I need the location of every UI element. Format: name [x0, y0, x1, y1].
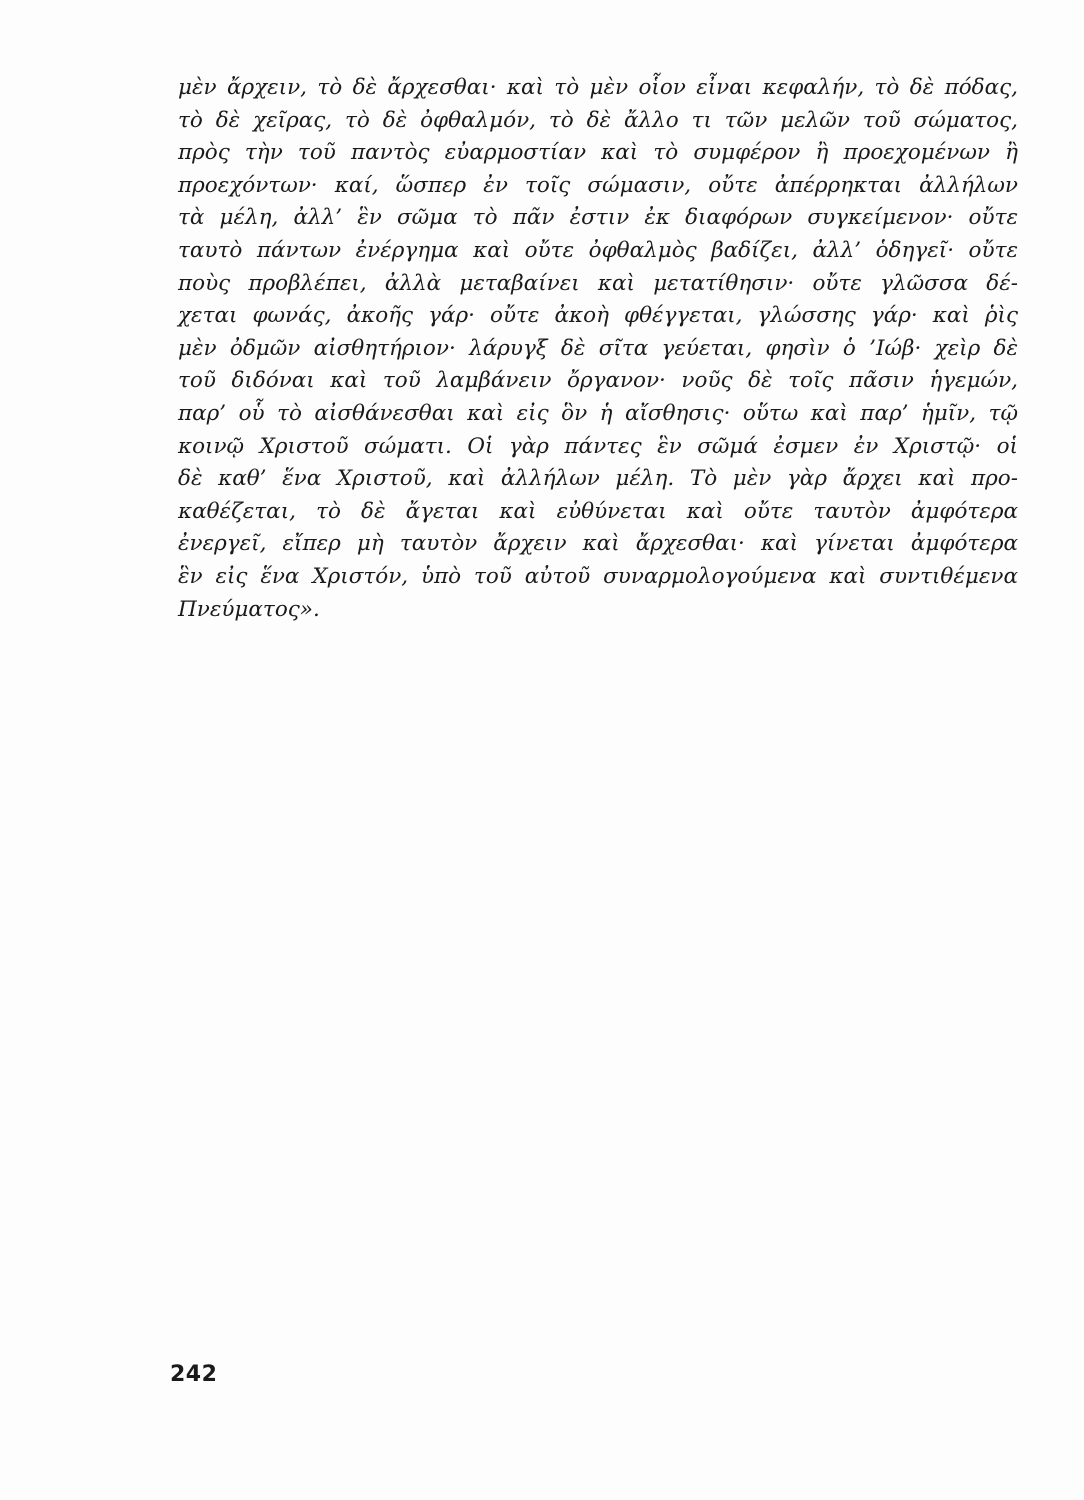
text-line: καθέζεται, τὸ δὲ ἄγεται καὶ εὐθύνεται καὶ οὔτε ταυτὸν ἀμφότερα	[178, 498, 1018, 524]
text-line: τὸ δὲ χεῖρας, τὸ δὲ ὀφθαλμόν, τὸ δὲ ἄλλο τι τῶν μελῶν τοῦ σώματος,	[178, 107, 1018, 133]
text-line: Πνεύματος».	[178, 596, 320, 622]
text-line: παρ’ οὗ τὸ αἰσθάνεσθαι καὶ εἰς ὃν ἡ αἴσθησις· οὕτω καὶ παρ’ ἡμῖν, τῷ	[178, 400, 1018, 426]
text-line: ταυτὸ πάντων ἐνέργημα καὶ οὔτε ὀφθαλμὸς βαδίζει, ἀλλ’ ὁδηγεῖ· οὔτε	[178, 237, 1018, 263]
text-line: ποὺς προβλέπει, ἀλλὰ μεταβαίνει καὶ μετατίθησιν· οὔτε γλῶσσα δέ-	[178, 270, 1018, 296]
text-line: ἐνεργεῖ, εἴπερ μὴ ταυτὸν ἄρχειν καὶ ἄρχεσθαι· καὶ γίνεται ἀμφότερα	[178, 531, 1018, 557]
body-text	[178, 72, 1018, 626]
text-line: δὲ καθ’ ἕνα Χριστοῦ, καὶ ἀλλήλων μέλη. Τὸ μὲν γὰρ ἄρχει καὶ προ-	[178, 466, 1018, 492]
text-line: προεχόντων· καί, ὥσπερ ἐν τοῖς σώμασιν, οὔτε ἀπέρρηκται ἀλλήλων	[178, 172, 1018, 198]
text-line: μὲν ἄρχειν, τὸ δὲ ἄρχεσθαι· καὶ τὸ μὲν οἷον εἶναι κεφαλήν, τὸ δὲ πόδας,	[178, 75, 1018, 100]
page-number: 242	[170, 1362, 218, 1387]
text-line: ἓν εἰς ἕνα Χριστόν, ὑπὸ τοῦ αὐτοῦ συναρμολογούμενα καὶ συντιθέμενα	[178, 563, 1018, 589]
text-line: τοῦ διδόναι καὶ τοῦ λαμβάνειν ὄργανον· νοῦς δὲ τοῖς πᾶσιν ἡγεμών,	[178, 368, 1018, 394]
text-line: τὰ μέλη, ἀλλ’ ἓν σῶμα τὸ πᾶν ἐστιν ἐκ διαφόρων συγκείμενον· οὔτε	[178, 205, 1018, 231]
text-line: πρὸς τὴν τοῦ παντὸς εὐαρμοστίαν καὶ τὸ συμφέρον ἢ προεχομένων ἢ	[178, 140, 1018, 166]
text-line: μὲν ὀδμῶν αἰσθητήριον· λάρυγξ δὲ σῖτα γεύεται, φησὶν ὁ ’Ιώβ· χεὶρ δὲ	[178, 335, 1018, 361]
text-line: κοινῷ Χριστοῦ σώματι. Οἱ γὰρ πάντες ἓν σῶμά ἐσμεν ἐν Χριστῷ· οἱ	[178, 433, 1018, 459]
text-line: χεται φωνάς, ἀκοῆς γάρ· οὔτε ἀκοὴ φθέγγεται, γλώσσης γάρ· καὶ ῥὶς	[178, 303, 1018, 329]
